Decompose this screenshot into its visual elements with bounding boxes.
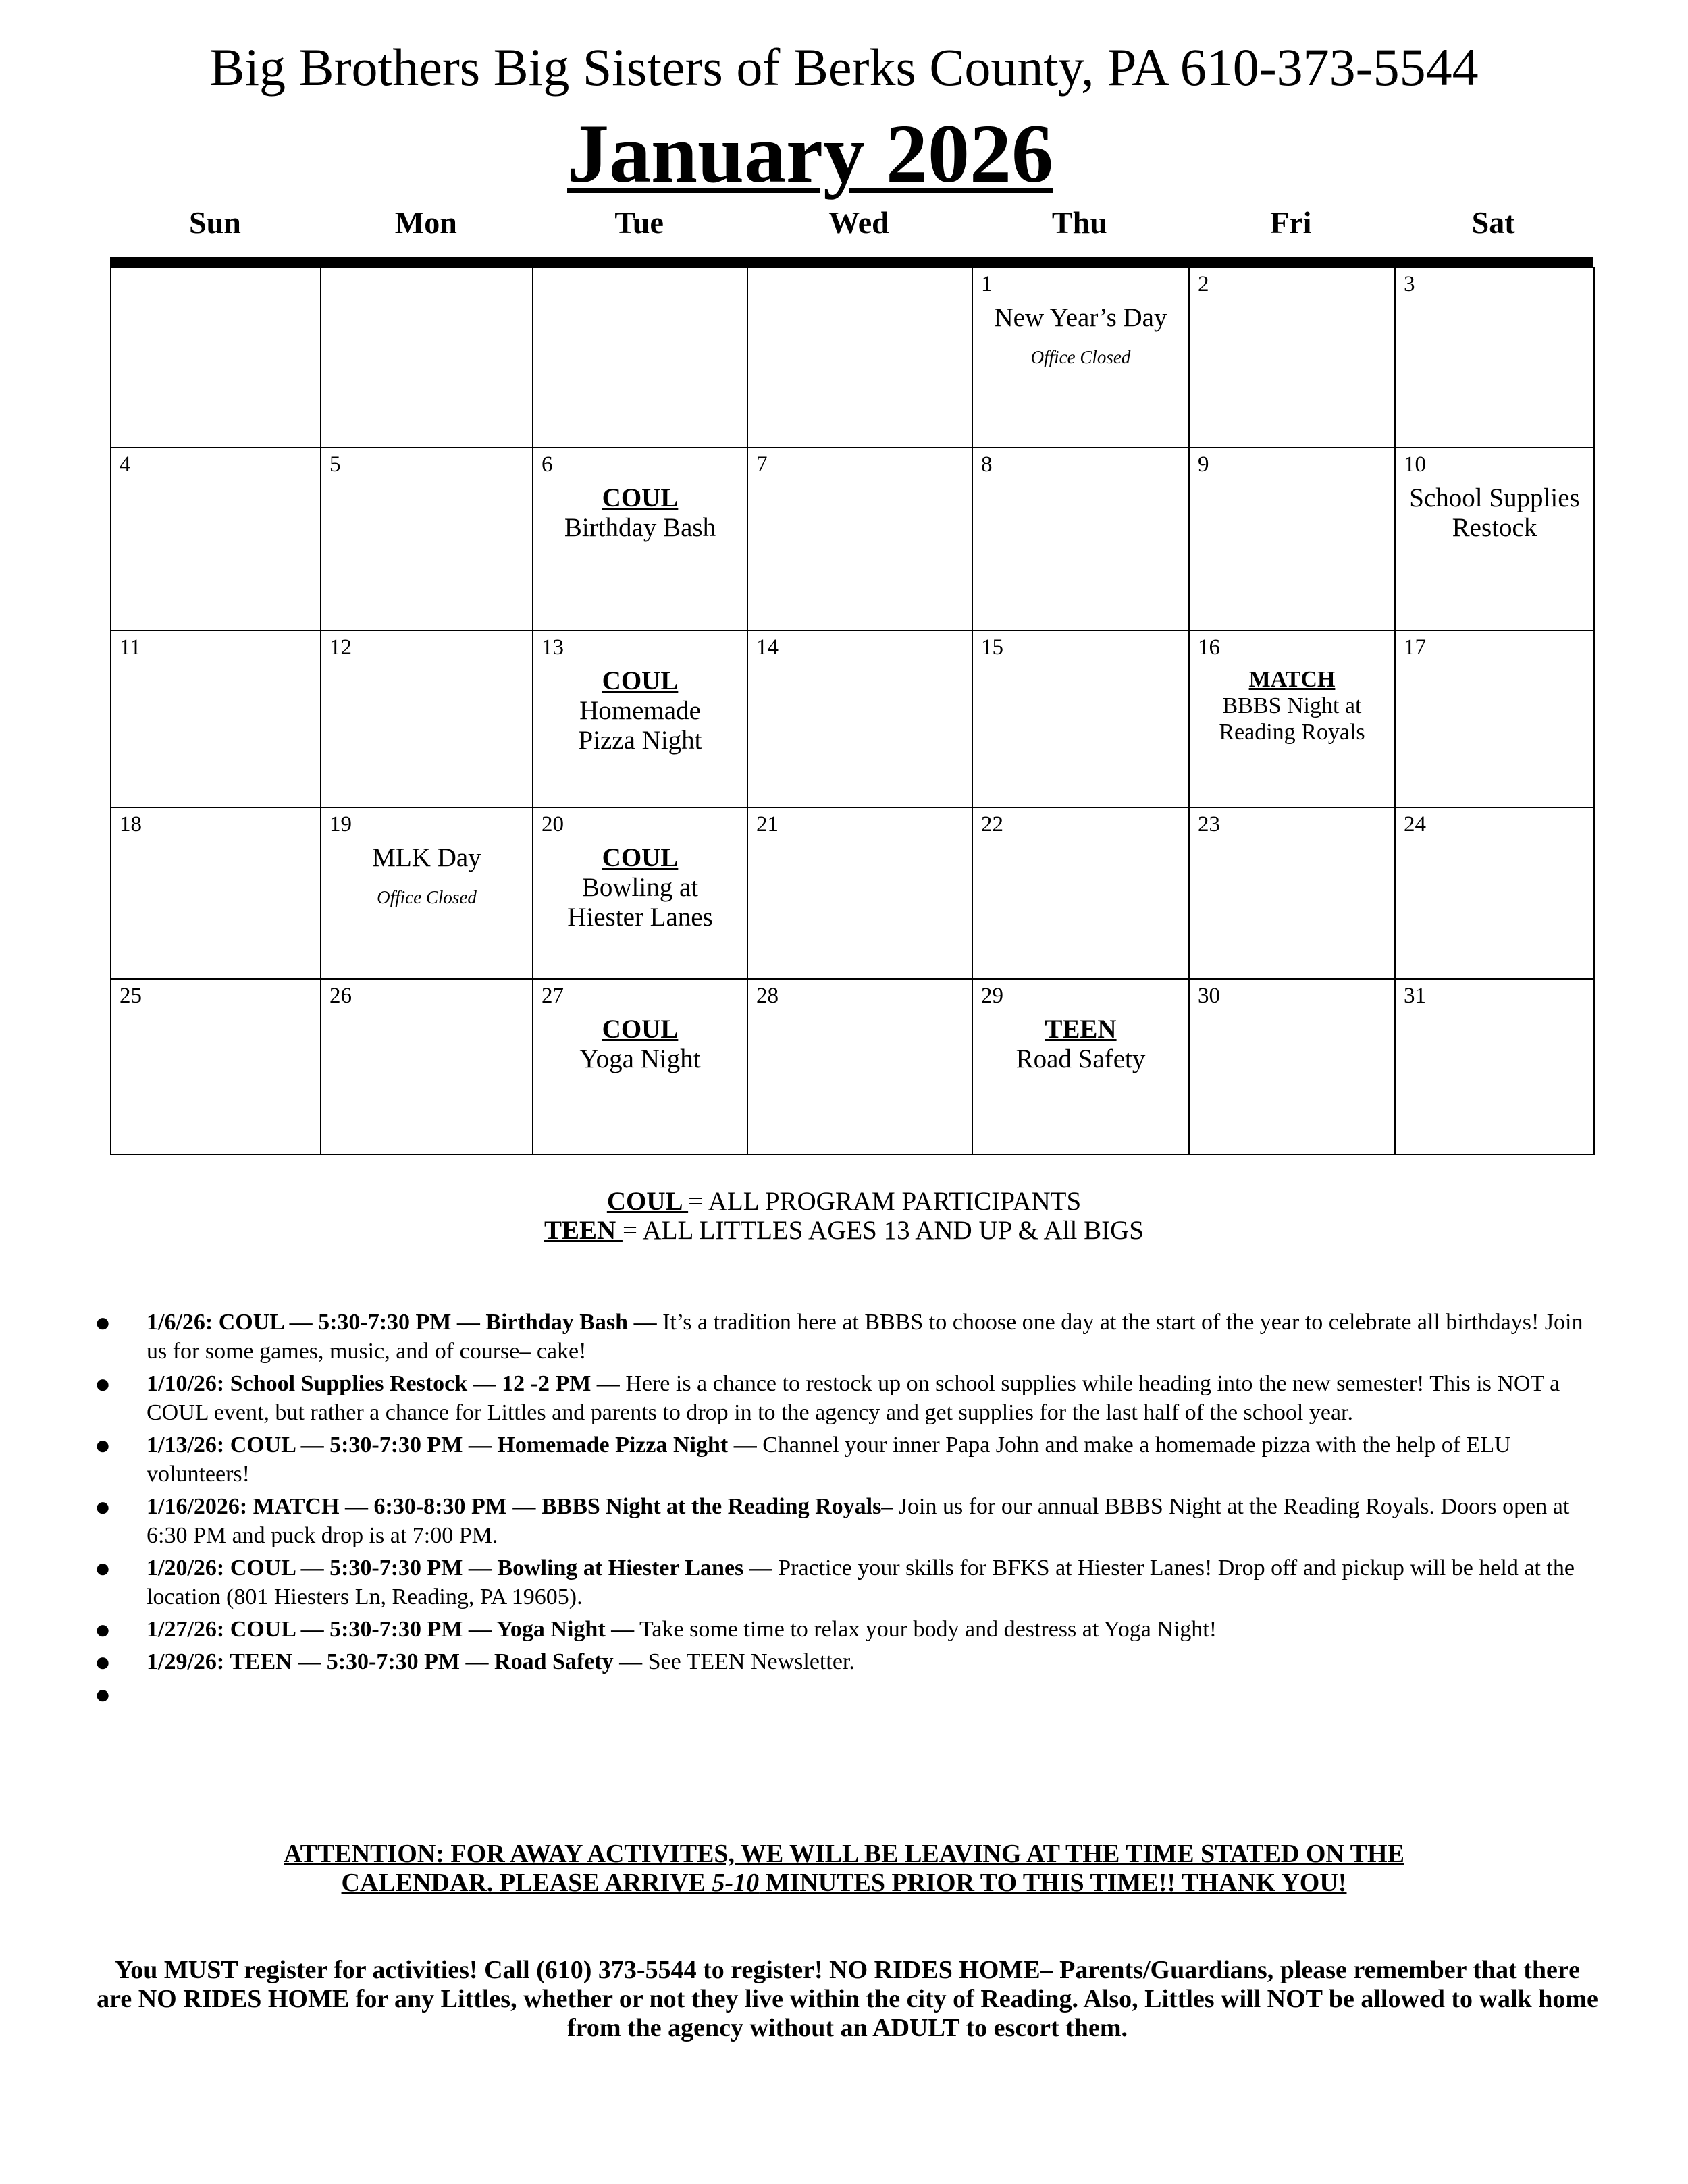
event-detail-text: It’s a tradition here at BBBS to choose one day at the start of the year to celebrate all birthdays! Join us for some games, music, and of course– cake! (147, 1310, 1583, 1364)
calendar-day-cell (111, 807, 321, 978)
bullet-icon: ● (95, 1647, 111, 1677)
legend-key: COUL (606, 1187, 689, 1216)
calendar-day-cell (321, 447, 533, 630)
event-title: BBBS Night at Reading Royals (1219, 693, 1365, 745)
attention-text: MINUTES PRIOR TO THIS TIME!! THANK YOU! (759, 1869, 1347, 1897)
calendar-grid (110, 267, 1593, 1155)
day-event (1190, 666, 1394, 745)
calendar-day-cell (973, 978, 1190, 1155)
day-number: 22 (981, 812, 1003, 836)
event-program-tag: COUL (602, 843, 679, 872)
bullet-icon: ● (95, 1614, 111, 1645)
day-number: 5 (329, 452, 341, 477)
event-program-tag: TEEN (1045, 1015, 1117, 1044)
bullet-icon: ● (95, 1430, 111, 1460)
day-number: 16 (1198, 635, 1220, 660)
weekday-sat: Sat (1471, 205, 1515, 240)
day-number: 7 (756, 452, 768, 477)
day-number: 2 (1198, 272, 1209, 296)
day-number: 25 (120, 984, 142, 1008)
event-detail-text: Channel your inner Papa John and make a homemade pizza with the help of ELU volunteers! (147, 1433, 1511, 1487)
event-detail-item (95, 1308, 1600, 1366)
day-number: 12 (329, 635, 352, 660)
event-program-tag: COUL (602, 483, 679, 512)
calendar-day-cell (111, 267, 321, 447)
event-title: Homemade Pizza Night (578, 696, 702, 755)
day-number: 30 (1198, 984, 1220, 1008)
weekday-fri: Fri (1270, 205, 1312, 240)
event-detail-item (95, 1647, 1600, 1676)
calendar-day-cell (1190, 807, 1396, 978)
calendar-day-cell (1190, 630, 1396, 807)
month-title: January 2026 (567, 107, 1053, 200)
day-number: 24 (1404, 812, 1426, 836)
calendar-day-cell (973, 447, 1190, 630)
event-detail-item (95, 1492, 1600, 1550)
day-event (321, 843, 532, 908)
event-title: Bowling at Hiester Lanes (567, 873, 713, 932)
header-divider (110, 257, 1593, 267)
day-number: 18 (120, 812, 142, 836)
legend (0, 1187, 1688, 1245)
attention-line (0, 1869, 1688, 1898)
calendar-day-cell (973, 630, 1190, 807)
event-detail-heading: 1/27/26: COUL — 5:30-7:30 PM — Yoga Night — (147, 1617, 635, 1642)
day-number: 3 (1404, 272, 1415, 296)
event-detail-heading: 1/29/26: TEEN — 5:30-7:30 PM — Road Safety — (147, 1649, 643, 1674)
event-title: Birthday Bash (564, 513, 716, 542)
event-detail-item (95, 1553, 1600, 1612)
day-number: 31 (1404, 984, 1426, 1008)
day-number: 28 (756, 984, 779, 1008)
day-event (533, 1015, 747, 1074)
event-detail-heading: 1/6/26: COUL — 5:30-7:30 PM — Birthday Bash — (147, 1310, 657, 1335)
calendar-day-cell (748, 267, 973, 447)
calendar-day-cell (1396, 978, 1595, 1155)
calendar-day-cell (321, 807, 533, 978)
event-title: New Year’s Day (994, 303, 1167, 332)
day-number: 4 (120, 452, 131, 477)
calendar-day-cell (533, 630, 748, 807)
calendar-day-cell (1190, 267, 1396, 447)
calendar-day-cell (111, 978, 321, 1155)
event-note: Office Closed (1030, 347, 1131, 367)
legend-text: = ALL LITTLES AGES 13 AND UP & All BIGS (622, 1216, 1144, 1245)
day-number: 8 (981, 452, 993, 477)
day-number: 26 (329, 984, 352, 1008)
day-event (973, 1015, 1188, 1074)
attention-notice (0, 1840, 1688, 1898)
day-number: 27 (542, 984, 564, 1008)
event-detail-text: Take some time to relax your body and destress at Yoga Night! (634, 1617, 1217, 1642)
calendar-day-cell (1190, 978, 1396, 1155)
event-detail-text: Practice your skills for BFKS at Hiester Lanes! Drop off and pickup will be held at the location (801 Hiesters Ln, Reading, PA 19605). (147, 1555, 1575, 1609)
calendar-day-cell (533, 978, 748, 1155)
bullet-icon: ● (95, 1679, 111, 1709)
day-event (533, 843, 747, 932)
calendar-day-cell (748, 807, 973, 978)
event-program-tag: COUL (602, 666, 679, 695)
bullet-icon: ● (95, 1491, 111, 1522)
attention-emphasis: 5-10 (712, 1869, 760, 1897)
day-number: 14 (756, 635, 779, 660)
event-detail-heading: 1/13/26: COUL — 5:30-7:30 PM — Homemade Pizza Night — (147, 1433, 757, 1458)
day-number: 9 (1198, 452, 1209, 477)
event-details-list (95, 1308, 1600, 1709)
bullet-icon: ● (95, 1368, 111, 1399)
calendar-day-cell (533, 807, 748, 978)
event-title: School Supplies Restock (1409, 483, 1580, 542)
calendar-day-cell (533, 267, 748, 447)
day-number: 23 (1198, 812, 1220, 836)
calendar-day-cell (1396, 807, 1595, 978)
day-event (533, 666, 747, 755)
event-detail-heading: 1/16/2026: MATCH — 6:30-8:30 PM — BBBS Night at the Reading Royals– (147, 1494, 893, 1519)
registration-notice: You MUST register for activities! Call (610) 373-5544 to register! NO RIDES HOME– Parents/Guardians, please remember that there are NO RIDES HOME for any Littles, whether or not they live within the city of Reading. Also, Littles will NOT be allowed to walk home from the agency without an ADULT to escort them. (97, 1956, 1598, 2042)
weekday-mon: Mon (394, 205, 457, 240)
bullet-icon: ● (95, 1307, 111, 1337)
event-detail-text: Join us for our annual BBBS Night at the Reading Royals. Doors open at 6:30 PM and puck drop is at 7:00 PM. (147, 1494, 1570, 1548)
attention-line: ATTENTION: FOR AWAY ACTIVITES, WE WILL BE LEAVING AT THE TIME STATED ON THE (284, 1840, 1404, 1868)
day-number: 19 (329, 812, 352, 836)
event-title: Road Safety (1016, 1044, 1146, 1073)
event-detail-item (95, 1615, 1600, 1644)
weekday-thu: Thu (1051, 205, 1107, 240)
event-detail-text: See TEEN Newsletter. (642, 1649, 855, 1674)
bullet-icon: ● (95, 1553, 111, 1583)
weekday-sun: Sun (189, 205, 241, 240)
calendar-day-cell (321, 630, 533, 807)
day-number: 10 (1404, 452, 1426, 477)
event-note: Office Closed (377, 887, 477, 907)
calendar-day-cell (1396, 447, 1595, 630)
legend-text: = ALL PROGRAM PARTICIPANTS (688, 1187, 1082, 1216)
calendar-day-cell (321, 978, 533, 1155)
organization-title: Big Brothers Big Sisters of Berks County, PA 610-373-5544 (209, 38, 1479, 97)
day-number: 1 (981, 272, 993, 296)
day-number: 13 (542, 635, 564, 660)
event-title: MLK Day (372, 843, 481, 872)
day-number: 29 (981, 984, 1003, 1008)
weekday-wed: Wed (828, 205, 889, 240)
event-detail-item (95, 1431, 1600, 1489)
event-program-tag: COUL (602, 1015, 679, 1044)
day-event (973, 303, 1188, 368)
day-number: 17 (1404, 635, 1426, 660)
weekday-header-row (110, 199, 1593, 246)
legend-row (0, 1187, 1688, 1216)
day-number: 21 (756, 812, 779, 836)
legend-key: TEEN (544, 1216, 623, 1245)
event-detail-heading: 1/20/26: COUL — 5:30-7:30 PM — Bowling at Hiester Lanes — (147, 1555, 772, 1580)
weekday-tue: Tue (614, 205, 664, 240)
day-number: 15 (981, 635, 1003, 660)
calendar-day-cell (1396, 267, 1595, 447)
calendar-day-cell (1190, 447, 1396, 630)
calendar-day-cell (533, 447, 748, 630)
event-program-tag: MATCH (1248, 667, 1336, 692)
calendar-day-cell (973, 267, 1190, 447)
calendar-day-cell (1396, 630, 1595, 807)
calendar-day-cell (321, 267, 533, 447)
day-event (1396, 483, 1593, 543)
day-number: 6 (542, 452, 553, 477)
event-title: Yoga Night (579, 1044, 701, 1073)
day-event (533, 483, 747, 543)
event-detail-heading: 1/10/26: School Supplies Restock — 12 -2 PM — (147, 1371, 620, 1396)
event-detail-item (95, 1369, 1600, 1427)
attention-text: CALENDAR. PLEASE ARRIVE (341, 1869, 712, 1897)
day-number: 20 (542, 812, 564, 836)
calendar-day-cell (748, 447, 973, 630)
calendar-day-cell (973, 807, 1190, 978)
calendar-day-cell (111, 447, 321, 630)
legend-row (0, 1216, 1688, 1245)
event-detail-text: Here is a chance to restock up on school supplies while heading into the new semester! This is NOT a COUL event, but rather a chance for Littles and parents to drop in to the agency and get supplies for the last half of the school year. (147, 1371, 1560, 1425)
event-detail-item (95, 1680, 1600, 1709)
day-number: 11 (120, 635, 141, 660)
calendar-day-cell (748, 978, 973, 1155)
calendar-day-cell (748, 630, 973, 807)
calendar-day-cell (111, 630, 321, 807)
